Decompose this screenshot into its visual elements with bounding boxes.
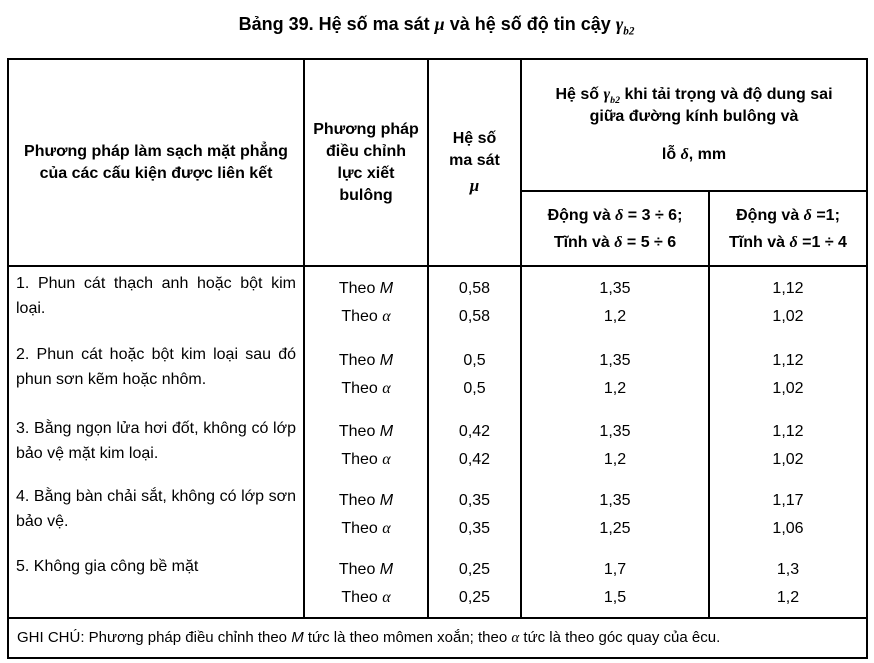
cell-method <box>304 480 428 550</box>
cell-gamma-3-6: 1,35 1,25 <box>521 480 709 550</box>
header-delta-1-4-line2: Tĩnh và δ =1 ÷ 4 <box>729 233 847 251</box>
header-delta-3-6-line1: Động và δ = 3 ÷ 6; <box>547 206 683 224</box>
header-delta-3-6 <box>521 191 709 266</box>
method-theo-m: Theo M <box>338 492 394 509</box>
cell-mu: 0,42 0,42 <box>428 412 521 480</box>
table-header <box>8 59 867 266</box>
header-friction-line2: ma sát <box>449 152 500 169</box>
cell-gamma-1-4: 1,3 1,2 <box>709 550 867 618</box>
cell-method <box>304 412 428 480</box>
header-gamma-line2: lỗ δ, mm <box>661 146 727 163</box>
cell-method <box>304 266 428 338</box>
header-delta-1-4 <box>709 191 867 266</box>
header-bolt-tightening-method: Phương pháp điều chỉnh lực xiết bulông <box>304 59 428 266</box>
method-theo-m: Theo M <box>338 560 394 578</box>
table-row-2 <box>8 338 867 412</box>
cell-gamma-1-4: 1,12 1,02 <box>709 338 867 412</box>
friction-coefficient-table <box>7 58 868 659</box>
method-theo-alpha: Theo α <box>341 307 391 325</box>
table-row-3 <box>8 412 867 480</box>
cell-gamma-3-6: 1,35 1,2 <box>521 412 709 480</box>
method-theo-alpha: Theo α <box>341 380 391 397</box>
method-theo-m: Theo M <box>338 279 394 297</box>
cell-gamma-3-6: 1,35 1,2 <box>521 338 709 412</box>
method-theo-alpha: Theo α <box>341 588 391 606</box>
header-gamma-line1: Hệ số $\gamma_{b2}$ khi tải trọng và độ dung sai giữa đường kính bulông và <box>555 86 833 125</box>
cell-desc: 1. Phun cát thạch anh hoặc bột kim loại. <box>8 266 304 338</box>
cell-desc: 2. Phun cát hoặc bột kim loại sau đó phun sơn kẽm hoặc nhôm. <box>8 338 304 412</box>
cell-method <box>304 550 428 618</box>
header-surface-cleaning-method: Phương pháp làm sạch mặt phẳng của các cấu kiện được liên kết <box>8 59 304 266</box>
mu-symbol: μ <box>469 176 480 195</box>
header-friction-coefficient <box>428 59 521 266</box>
table-row-4 <box>8 480 867 550</box>
cell-gamma-3-6: 1,7 1,5 <box>521 550 709 618</box>
table-row-5 <box>8 550 867 618</box>
header-friction-line1: Hệ số <box>452 130 497 147</box>
note-row <box>8 618 867 658</box>
header-delta-1-4-line1: Động và δ =1; <box>736 206 840 224</box>
cell-mu: 0,5 0,5 <box>428 338 521 412</box>
cell-desc: 3. Bằng ngọn lửa hơi đốt, không có lớp bảo vệ mặt kim loại. <box>8 412 304 480</box>
cell-gamma-3-6: 1,35 1,2 <box>521 266 709 338</box>
method-theo-alpha: Theo α <box>341 520 391 537</box>
header-gamma-b2-span <box>521 59 867 191</box>
cell-mu: 0,58 0,58 <box>428 266 521 338</box>
cell-desc: 5. Không gia công bề mặt <box>8 550 304 618</box>
cell-desc: 4. Bằng bàn chải sắt, không có lớp sơn bảo vệ. <box>8 480 304 550</box>
cell-mu: 0,25 0,25 <box>428 550 521 618</box>
table-row-1 <box>8 266 867 338</box>
method-theo-m: Theo M <box>338 352 394 369</box>
cell-mu: 0,35 0,35 <box>428 480 521 550</box>
note-text: GHI CHÚ: Phương pháp điều chỉnh theo M tức là theo mômen xoắn; theo α tức là theo góc quay của êcu. <box>8 618 867 658</box>
table-caption: Bảng 39. Hệ số ma sát μ và hệ số độ tin cậy $\gamma_{b2}$ <box>238 14 635 38</box>
header-delta-3-6-line2: Tĩnh và δ = 5 ÷ 6 <box>553 233 677 251</box>
cell-gamma-1-4: 1,17 1,06 <box>709 480 867 550</box>
cell-method <box>304 338 428 412</box>
cell-gamma-1-4: 1,12 1,02 <box>709 412 867 480</box>
method-theo-alpha: Theo α <box>341 451 391 468</box>
cell-gamma-1-4: 1,12 1,02 <box>709 266 867 338</box>
method-theo-m: Theo M <box>338 423 394 440</box>
